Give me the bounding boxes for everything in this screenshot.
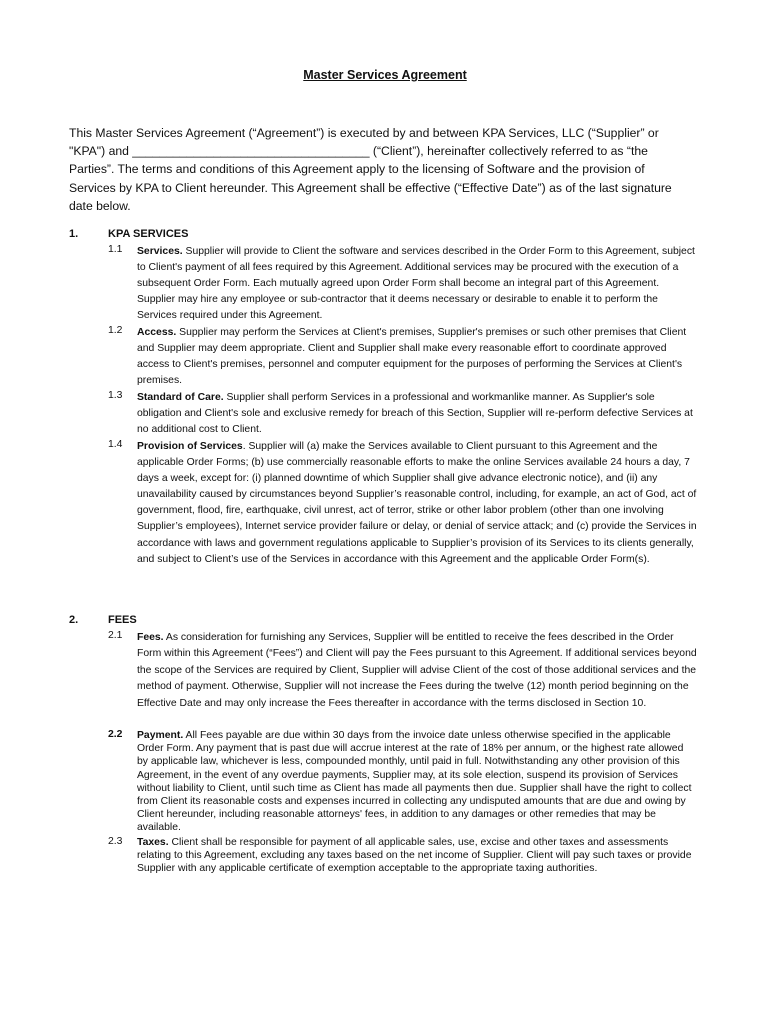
subsection-paragraph (137, 325, 697, 389)
subsection-body: Client shall be responsible for payment of all applicable sales, use, excise and other taxes and assessments relating to this Agreement, excluding any taxes based on the net income of Supplier. Client will pay such taxes or provide Supplier with any applicable certificate of exemption acceptable to the appropriate taxing authorities. (137, 837, 692, 875)
subsection-number: 2.2 (108, 729, 123, 740)
subsection-paragraph (137, 244, 697, 324)
intro-paragraph: This Master Services Agreement (“Agreement”) is executed by and between KPA Services, LLC (“Supplier” or "KPA") and ___________________________________ (“Client”), hereinafter collectively referred to as “the Parties”. The terms and conditions of this Agreement apply to the licensing of Software and the provision of Services by KPA to Client hereunder. This Agreement shall be effective (“Effective Date”) as of the last signature date below. (69, 126, 672, 213)
subsection-title: Fees. (137, 632, 164, 643)
subsection-number: 1.2 (108, 325, 123, 336)
subsection-paragraph (137, 729, 697, 835)
subsection-title: Services. (137, 246, 183, 257)
subsection-title: Access. (137, 327, 177, 338)
subsection-title: Provision of Services (137, 441, 243, 452)
subsection-title: Taxes. (137, 837, 169, 848)
section-number: 1. (69, 228, 79, 240)
subsection-body: As consideration for furnishing any Services, Supplier will be entitled to receive the fees described in the Order Form within this Agreement (“Fees”) and Client will pay the Fees pursuant to this Agreement. If additional services beyond the scope of the Services are required by Client, Supplier will advise Client of the cost of those additional services and the method of payment. Otherwise, Supplier will not increase the Fees during the twelve (12) month period beginning on the Effective Date and may only increase the Fees thereafter in accordance with the terms disclosed in Section 10. (137, 632, 697, 709)
section-number: 2. (69, 614, 79, 626)
subsection-body: . Supplier will (a) make the Services available to Client pursuant to this Agreement and the applicable Order Forms; (b) use commercially reasonable efforts to make the online Services available 24 hours a day, 7 days a week, except for: (i) planned downtime of which Supplier shall give advance electronic notice), and (ii) any unavailability caused by circumstances beyond Supplier’s reasonable control, including, for example, an act of God, act of government, flood, fire, earthquake, civil unrest, act of terror, strike or other labor problem (other than one involving Supplier’s employees), Internet service provider failure or delay, or denial of service attack; and (c) provide the Services in accordance with laws and government regulations applicable to Supplier’s provision of its Services to its clients generally, and subject to Client’s use of the Services in accordance with this Agreement and the applicable Order Form(s). (137, 441, 697, 565)
page-title: Master Services Agreement (303, 68, 467, 82)
subsection-number: 1.3 (108, 390, 123, 401)
subsection-number: 2.1 (108, 630, 123, 641)
subsection-paragraph (137, 439, 697, 568)
section-heading: FEES (108, 614, 137, 626)
subsection-paragraph (137, 630, 697, 712)
section-heading: KPA SERVICES (108, 228, 189, 240)
subsection-number: 1.4 (108, 439, 123, 450)
subsection-body: All Fees payable are due within 30 days from the invoice date unless otherwise specified in the applicable Order Form. Any payment that is past due will accrue interest at the rate of 18% per annum, or the highest rate allowed by applicable law, whichever is less, compounded monthly, until paid in full. Notwithstanding any other provision of this Agreement, in the event of any overdue payments, Supplier may, at its sole election, suspend its provision of Services without liability to Client, until such time as Client has made all payments then due. Supplier shall have the right to collect from Client its reasonable costs and expenses incurred in collecting any undisputed amounts that are due and owing by Client hereunder, including reasonable attorneys' fees, in addition to any damages or other remedies that may be available. (137, 730, 692, 834)
subsection-body: Supplier shall perform Services in a professional and workmanlike manner. As Supplier's sole obligation and Client's sole and exclusive remedy for breach of this Section, Supplier will re-perform defective Services at no additional cost to Client. (137, 392, 693, 436)
subsection-number: 1.1 (108, 244, 123, 255)
subsection-body: Supplier may perform the Services at Client's premises, Supplier's premises or such other premises that Client and Supplier may deem appropriate. Client and Supplier shall make every reasonable effort to coordinate approved access to Client's premises, personnel and computer equipment for the purposes of performing the Services at Client's premises. (137, 327, 687, 387)
subsection-paragraph (137, 836, 697, 876)
subsection-title: Payment. (137, 730, 184, 741)
subsection-title: Standard of Care. (137, 392, 224, 403)
subsection-body: Supplier will provide to Client the software and services described in the Order Form to this Agreement, subject to Client's payment of all fees required by this Agreement. Additional services may be procured with the execution of a subsequent Order Form. Each mutually agreed upon Order Form shall become an integral part of this Agreement. Supplier may hire any employee or sub-contractor that it deems necessary or desirable to enable it to perform the Services required under this Agreement. (137, 246, 695, 322)
subsection-paragraph (137, 390, 697, 438)
subsection-number: 2.3 (108, 836, 123, 847)
